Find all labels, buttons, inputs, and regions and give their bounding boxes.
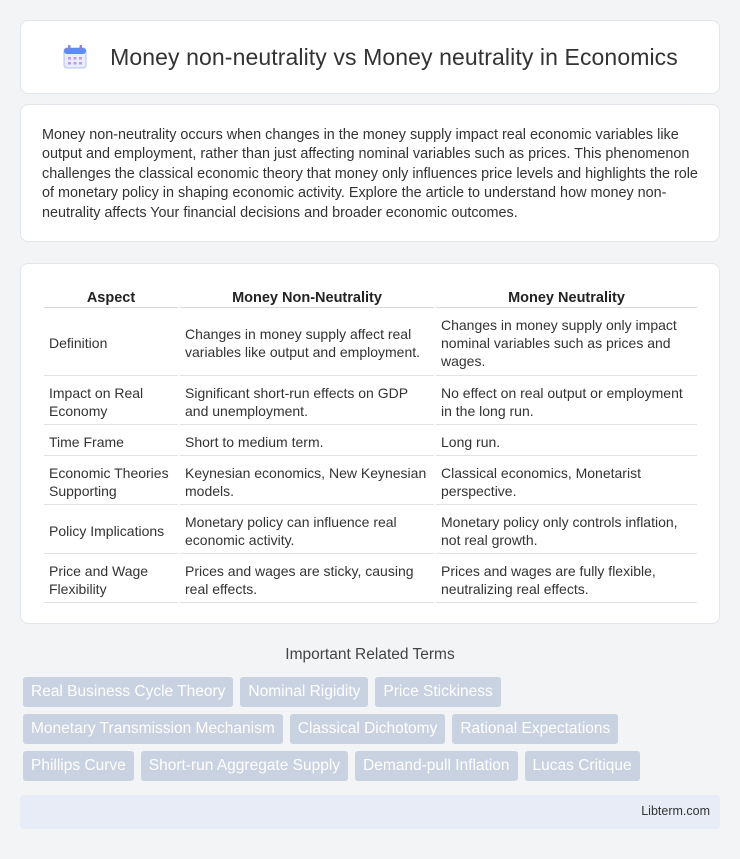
tag-nominal-rigidity[interactable]: Nominal Rigidity <box>240 677 368 707</box>
tag-row <box>23 677 723 707</box>
tag-price-stickiness[interactable]: Price Stickiness <box>375 677 500 707</box>
table-header-row <box>44 288 697 308</box>
tag-lucas-critique[interactable]: Lucas Critique <box>525 751 640 781</box>
footer <box>20 795 720 829</box>
calendar-icon <box>62 44 88 70</box>
tag-short-run-aggregate-supply[interactable]: Short-run Aggregate Supply <box>141 751 348 781</box>
table-cell: Prices and wages are sticky, causing real effects. <box>180 556 434 603</box>
header-money-non-neutrality: Money Non-Neutrality <box>180 288 434 308</box>
tag-demand-pull-inflation[interactable]: Demand-pull Inflation <box>355 751 517 781</box>
table-cell: Keynesian economics, New Keynesian models. <box>180 458 434 505</box>
intro-paragraph: Money non-neutrality occurs when changes in the money supply impact real economic variables like output and employment, rather than just affecting nominal variables such as prices. This phenomenon challenges the classical economic theory that money only influences price levels and highlights the role of monetary policy in shaping economic activity. Explore the article to understand how money non-neutrality affects Your financial decisions and broader economic outcomes. <box>42 127 698 221</box>
header-aspect: Aspect <box>44 288 178 308</box>
table-cell: Time Frame <box>44 427 178 456</box>
table-cell: Long run. <box>436 427 697 456</box>
table-cell: No effect on real output or employment in the long run. <box>436 378 697 425</box>
table-cell: Classical economics, Monetarist perspective. <box>436 458 697 505</box>
tag-monetary-transmission-mechanism[interactable]: Monetary Transmission Mechanism <box>23 714 283 744</box>
footer-site-link[interactable]: Libterm.com <box>641 804 710 818</box>
tag-row <box>23 751 723 781</box>
tag-rational-expectations[interactable]: Rational Expectations <box>452 714 618 744</box>
table-cell: Significant short-run effects on GDP and unemployment. <box>180 378 434 425</box>
table-cell: Price and Wage Flexibility <box>44 556 178 603</box>
table-cell: Definition <box>44 310 178 376</box>
related-terms-heading: Important Related Terms <box>285 646 455 663</box>
table-cell: Economic Theories Supporting <box>44 458 178 505</box>
page-title: Money non-neutrality vs Money neutrality in Economics <box>110 43 678 70</box>
table-cell: Changes in money supply only impact nominal variables such as prices and wages. <box>436 310 697 376</box>
table-row <box>44 378 697 425</box>
title-card <box>20 20 720 94</box>
intro-card <box>20 104 720 242</box>
table-row <box>44 310 697 376</box>
table-row <box>44 556 697 603</box>
table-cell: Short to medium term. <box>180 427 434 456</box>
table-cell: Monetary policy can influence real economic activity. <box>180 507 434 554</box>
table-cell: Impact on Real Economy <box>44 378 178 425</box>
comparison-table <box>42 286 699 605</box>
tag-classical-dichotomy[interactable]: Classical Dichotomy <box>290 714 446 744</box>
table-row <box>44 458 697 505</box>
table-cell: Changes in money supply affect real variables like output and employment. <box>180 310 434 376</box>
related-terms-list <box>23 677 723 788</box>
comparison-card <box>20 263 720 624</box>
table-row <box>44 507 697 554</box>
tag-phillips-curve[interactable]: Phillips Curve <box>23 751 134 781</box>
table-cell: Prices and wages are fully flexible, neutralizing real effects. <box>436 556 697 603</box>
table-row <box>44 427 697 456</box>
table-cell: Monetary policy only controls inflation, not real growth. <box>436 507 697 554</box>
header-money-neutrality: Money Neutrality <box>436 288 697 308</box>
tag-real-business-cycle-theory[interactable]: Real Business Cycle Theory <box>23 677 233 707</box>
table-cell: Policy Implications <box>44 507 178 554</box>
tag-row <box>23 714 723 744</box>
